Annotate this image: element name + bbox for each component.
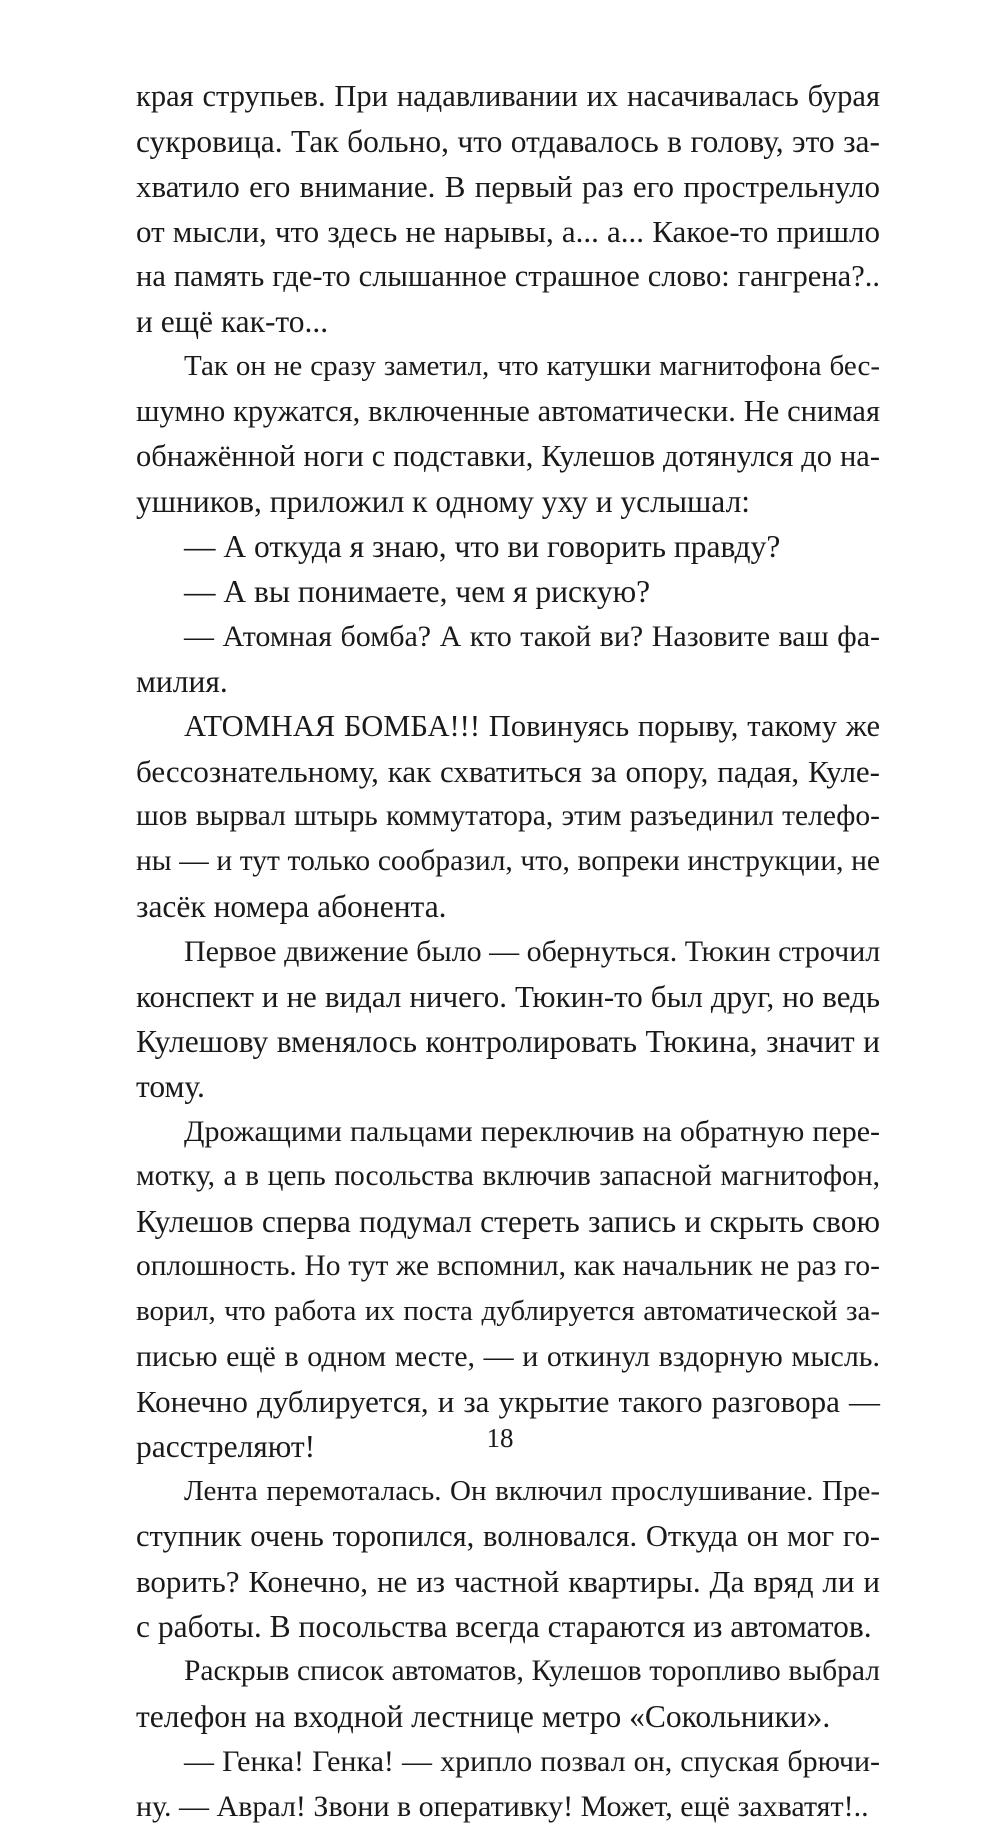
text-line: писью ещё в одном месте, — и откинул вздорную мысль. bbox=[136, 1340, 880, 1373]
text-line: края струпьев. При надавливании их насачивалась бурая bbox=[136, 79, 880, 113]
text-line: Первое движение было — обернуться. Тюкин строчил bbox=[184, 935, 881, 968]
text-line: ворить? Конечно, не из частной квартиры. Да вряд ли и bbox=[136, 1564, 880, 1599]
text-line: ступник очень торопился, волновался. Откуда он мог го- bbox=[136, 1519, 880, 1553]
text-line: ушников, приложил к одному уху и услышал: bbox=[136, 484, 751, 519]
text-line: обнажённой ноги с подставки, Кулешов дотянулся до на- bbox=[136, 439, 880, 473]
text-line: хватило его внимание. В первый раз его прострельнуло bbox=[136, 169, 880, 204]
text-line: Дрожащими пальцами переключив на обратную пере- bbox=[184, 1115, 880, 1148]
dialogue-line: — Атомная бомба? А кто такой ви? Назовите ваш фа- bbox=[184, 620, 880, 653]
text-line: сукровица. Так больно, что отдавалось в голову, это за- bbox=[136, 124, 880, 159]
text-line: Конечно дублируется, и за укрытие такого разговора — bbox=[136, 1384, 880, 1419]
text-line: Так он не сразу заметил, что катушки магнитофона бес- bbox=[184, 350, 880, 382]
text-line: на память где-то слышанное страшное слово: гангрена?.. bbox=[136, 259, 880, 293]
text-line: Лента перемоталась. Он включил прослушивание. Пре- bbox=[184, 1475, 880, 1507]
text-line: шов вырвал штырь коммутатора, этим разъединил телефо- bbox=[136, 800, 880, 832]
text-line: Кулешову вменялось контролировать Тюкина, значит и bbox=[136, 1024, 880, 1059]
text-line: оплошность. Но тут же вспомнил, как начальник не раз го- bbox=[136, 1250, 880, 1282]
text-line: ны — и тут только сообразил, что, вопреки инструкции, не bbox=[136, 845, 880, 877]
text-line: с работы. В посольства всегда стараются из автоматов. bbox=[136, 1609, 872, 1644]
text-line: бессознательному, как схватиться за опору, падая, Куле- bbox=[136, 754, 880, 789]
dialogue-line: — А вы понимаете, чем я рискую? bbox=[184, 574, 651, 609]
text-line: засёк номера абонента. bbox=[136, 889, 447, 924]
page-number: 18 bbox=[486, 1423, 514, 1453]
text-line: Раскрыв список автоматов, Кулешов торопливо выбрал bbox=[184, 1655, 880, 1687]
text-line: ворил, что работа их поста дублируется автоматической за- bbox=[136, 1295, 880, 1327]
text-line: мотку, а в цепь посольства включив запасной магнитофон, bbox=[136, 1160, 880, 1192]
text-line: конспект и не видал ничего. Тюкин-то был друг, но ведь bbox=[136, 979, 880, 1014]
text-line: тому. bbox=[136, 1069, 205, 1104]
text-line: милия. bbox=[136, 664, 228, 699]
dialogue-line: — Генка! Генка! — хрипло позвал он, спуская брючи- bbox=[184, 1745, 880, 1778]
text-line: расстреляют! bbox=[136, 1429, 316, 1464]
dialogue-line: — А откуда я знаю, что ви говорить правду? bbox=[184, 529, 781, 564]
text-line: шумно кружатся, включенные автоматически. Не снимая bbox=[136, 394, 880, 428]
text-line: АТОМНАЯ БОМБА!!! Повинуясь порыву, такому же bbox=[184, 709, 880, 743]
text-line: Кулешов сперва подумал стереть запись и скрыть свою bbox=[136, 1204, 880, 1239]
text-line: от мысли, что здесь не нарывы, а... а... Какое-то пришло bbox=[136, 214, 880, 249]
text-line: и ещё как-то... bbox=[136, 304, 329, 339]
body-text bbox=[136, 74, 880, 1829]
text-line: телефон на входной лестнице метро «Сокольники». bbox=[136, 1699, 831, 1734]
text-line: ну. — Аврал! Звони в оперативку! Может, ещё захватят!.. bbox=[136, 1790, 869, 1823]
